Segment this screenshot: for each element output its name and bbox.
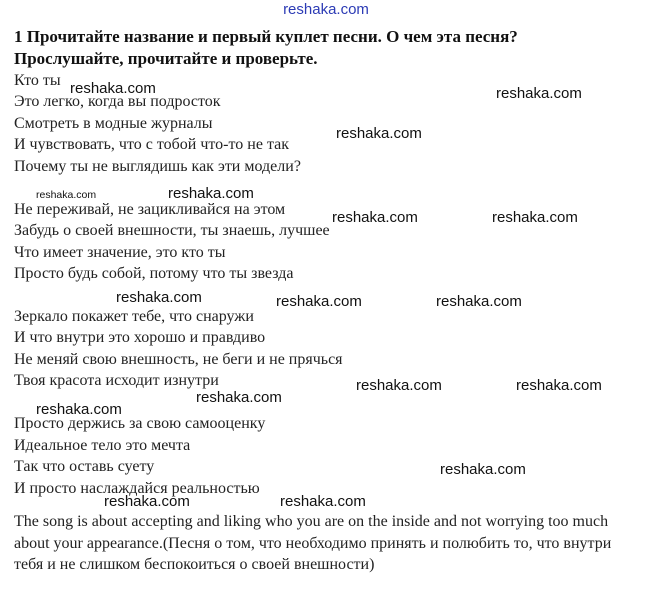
watermark: reshaka.com bbox=[116, 289, 202, 306]
watermark: reshaka.com bbox=[436, 293, 522, 310]
watermark: reshaka.com bbox=[516, 377, 602, 394]
lyric-line: Это легко, когда вы подросток bbox=[14, 93, 221, 110]
watermark: reshaka.com bbox=[332, 209, 418, 226]
task-heading bbox=[14, 26, 644, 70]
watermark: reshaka.com bbox=[440, 461, 526, 478]
watermark: reshaka.com bbox=[280, 493, 366, 510]
lyric-line: Кто ты bbox=[14, 72, 61, 89]
lyric-line: И что внутри это хорошо и правдиво bbox=[14, 329, 266, 346]
watermark: reshaka.com bbox=[168, 185, 254, 202]
lyric-line: Зеркало покажет тебе, что снаружи bbox=[14, 308, 254, 325]
answer-paragraph: The song is about accepting and liking who you are on the inside and not worrying too much about your appearance.(Песня о том, что необходимо принять и полюбить то, что внутри тебя и не слишком беспокоиться о своей внешности) bbox=[14, 513, 612, 573]
lyric-line: Твоя красота исходит изнутри bbox=[14, 372, 219, 389]
task-heading-line-2: Прослушайте, прочитайте и проверьте. bbox=[14, 49, 318, 68]
lyric-line: Что имеет значение, это кто ты bbox=[14, 244, 226, 261]
lyric-line: Идеальное тело это мечта bbox=[14, 437, 191, 454]
watermark: reshaka.com bbox=[196, 389, 282, 406]
lyric-line: И просто наслаждайся реальностью bbox=[14, 480, 260, 497]
lyric-line: Забудь о своей внешности, ты знаешь, лучшее bbox=[14, 222, 330, 239]
task-heading-line-1: 1 Прочитайте название и первый куплет песни. О чем эта песня? bbox=[14, 27, 518, 46]
watermark: reshaka.com bbox=[36, 189, 97, 201]
lyric-line: Почему ты не выглядишь как эти модели? bbox=[14, 158, 301, 175]
watermark: reshaka.com bbox=[70, 80, 156, 97]
watermark: reshaka.com bbox=[356, 377, 442, 394]
lyric-line: Так что оставь суету bbox=[14, 458, 155, 475]
lyric-line: Не переживай, не зацикливайся на этом bbox=[14, 201, 286, 218]
lyric-line: Просто держись за свою самооценку bbox=[14, 415, 266, 432]
lyric-line: И чувствовать, что с тобой что-то не так bbox=[14, 136, 289, 153]
site-header-link[interactable]: reshaka.com bbox=[283, 1, 369, 18]
watermark: reshaka.com bbox=[36, 401, 122, 418]
lyric-line: Не меняй свою внешность, не беги и не прячься bbox=[14, 351, 343, 368]
watermark: reshaka.com bbox=[104, 493, 190, 510]
watermark: reshaka.com bbox=[276, 293, 362, 310]
watermark: reshaka.com bbox=[496, 85, 582, 102]
watermark: reshaka.com bbox=[492, 209, 578, 226]
lyric-line: Смотреть в модные журналы bbox=[14, 115, 213, 132]
lyric-line: Просто будь собой, потому что ты звезда bbox=[14, 265, 294, 282]
watermark: reshaka.com bbox=[336, 125, 422, 142]
